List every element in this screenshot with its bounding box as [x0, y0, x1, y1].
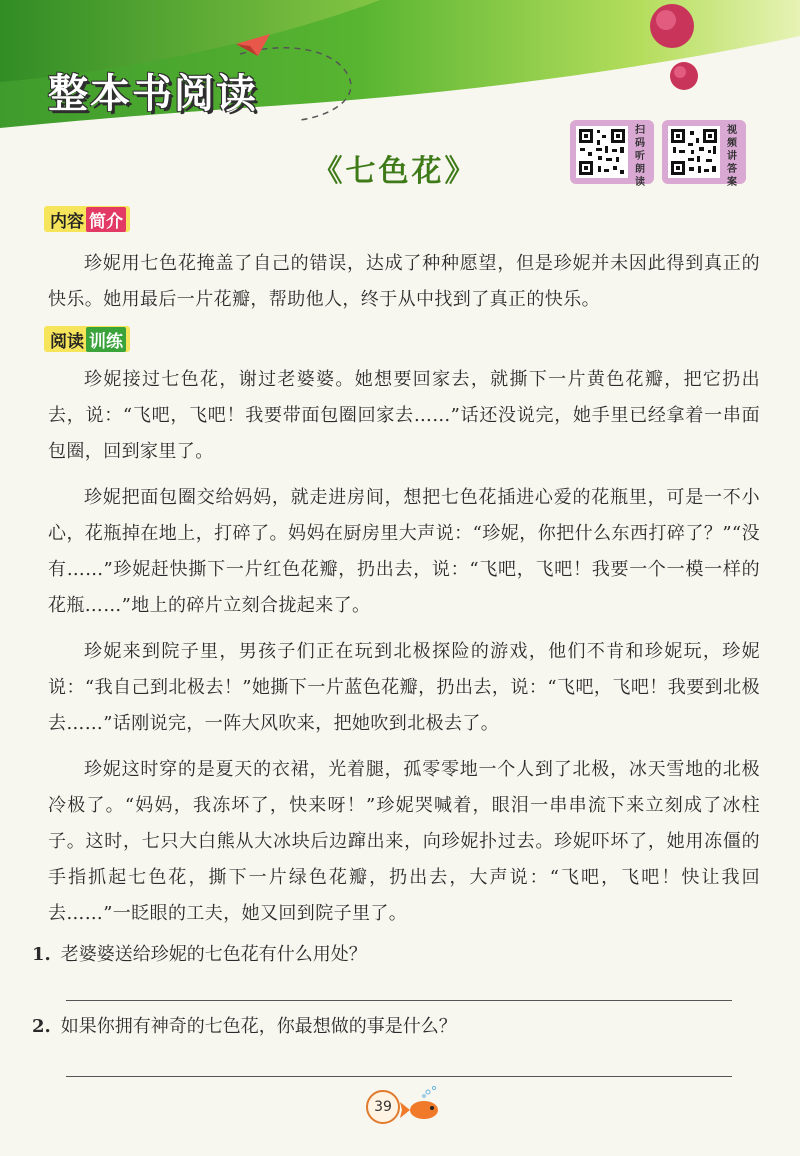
qr-code-icon — [668, 126, 720, 178]
question-number: 1. — [32, 944, 51, 965]
qr-caption: 视频讲答案 — [727, 125, 737, 188]
question-2 — [32, 1012, 752, 1042]
answer-line-1[interactable] — [66, 1000, 732, 1001]
reading-tag-highlight: 训练 — [86, 327, 126, 352]
reading-tag-label: 阅读 — [50, 331, 84, 352]
qr-caption: 扫码听朗读 — [635, 125, 645, 188]
question-1 — [32, 940, 752, 970]
reading-paragraph-4: 珍妮这时穿的是夏天的衣裙，光着腿，孤零零地一个人到了北极，冰天雪地的北极冷极了。“妈妈，我冻坏了，快来呀！”珍妮哭喊着，眼泪一串串流下来立刻成了冰柱子。这时，七只大白熊从大冰块后边蹿出来，向珍妮扑过去。珍妮吓坏了，她用冻僵的手指抓起七色花，撕下一片绿色花瓣，扔出去，大声说：“飞吧，飞吧！快让我回去……”一眨眼的工夫，她又回到院子里了。 — [48, 759, 760, 924]
reading-paragraph-2: 珍妮把面包圈交给妈妈，就走进房间，想把七色花插进心爱的花瓶里，可是一不小心，花瓶掉在地上，打碎了。妈妈在厨房里大声说：“珍妮，你把什么东西打碎了？”“没有……”珍妮赶快撕下一片红色花瓣，扔出去，说：“飞吧，飞吧！我要一个一模一样的花瓶……”地上的碎片立刻合拢起来了。 — [48, 487, 760, 616]
intro-tag-highlight: 简介 — [86, 207, 126, 232]
book-title: 《七色花》 — [312, 154, 478, 189]
question-text: 老婆婆送给珍妮的七色花有什么用处？ — [60, 944, 367, 965]
question-text: 如果你拥有神奇的七色花，你最想做的事是什么？ — [60, 1016, 457, 1037]
fish-icon — [398, 1084, 444, 1124]
reading-paragraph-3: 珍妮来到院子里，男孩子们正在玩到北极探险的游戏，他们不肯和珍妮玩，珍妮说：“我自己到北极去！”她撕下一片蓝色花瓣，扔出去，说：“飞吧，飞吧！我要到北极去……”话刚说完，一阵大风吹来，把她吹到北极去了。 — [48, 641, 760, 734]
qr-code-icon — [576, 126, 628, 178]
intro-paragraph: 珍妮用七色花掩盖了自己的错误，达成了种种愿望，但是珍妮并未因此得到真正的快乐。她用最后一片花瓣，帮助他人，终于从中找到了真正的快乐。 — [48, 253, 760, 310]
section-title: 整本书阅读 — [48, 71, 258, 117]
intro-section-tag — [44, 206, 130, 232]
reading-section-tag — [44, 326, 130, 352]
answer-line-2[interactable] — [66, 1076, 732, 1077]
qr-code-listen[interactable] — [570, 120, 654, 188]
intro-tag-label: 内容 — [50, 211, 84, 232]
qr-code-video[interactable] — [662, 120, 746, 188]
reading-paragraph-1: 珍妮接过七色花，谢过老婆婆。她想要回家去，就撕下一片黄色花瓣，把它扔出去，说：“飞吧，飞吧！我要带面包圈回家去……”话还没说完，她手里已经拿着一串面包圈，回到家里了。 — [48, 369, 760, 462]
question-number: 2. — [32, 1016, 51, 1037]
page-number: 39 — [366, 1090, 400, 1124]
